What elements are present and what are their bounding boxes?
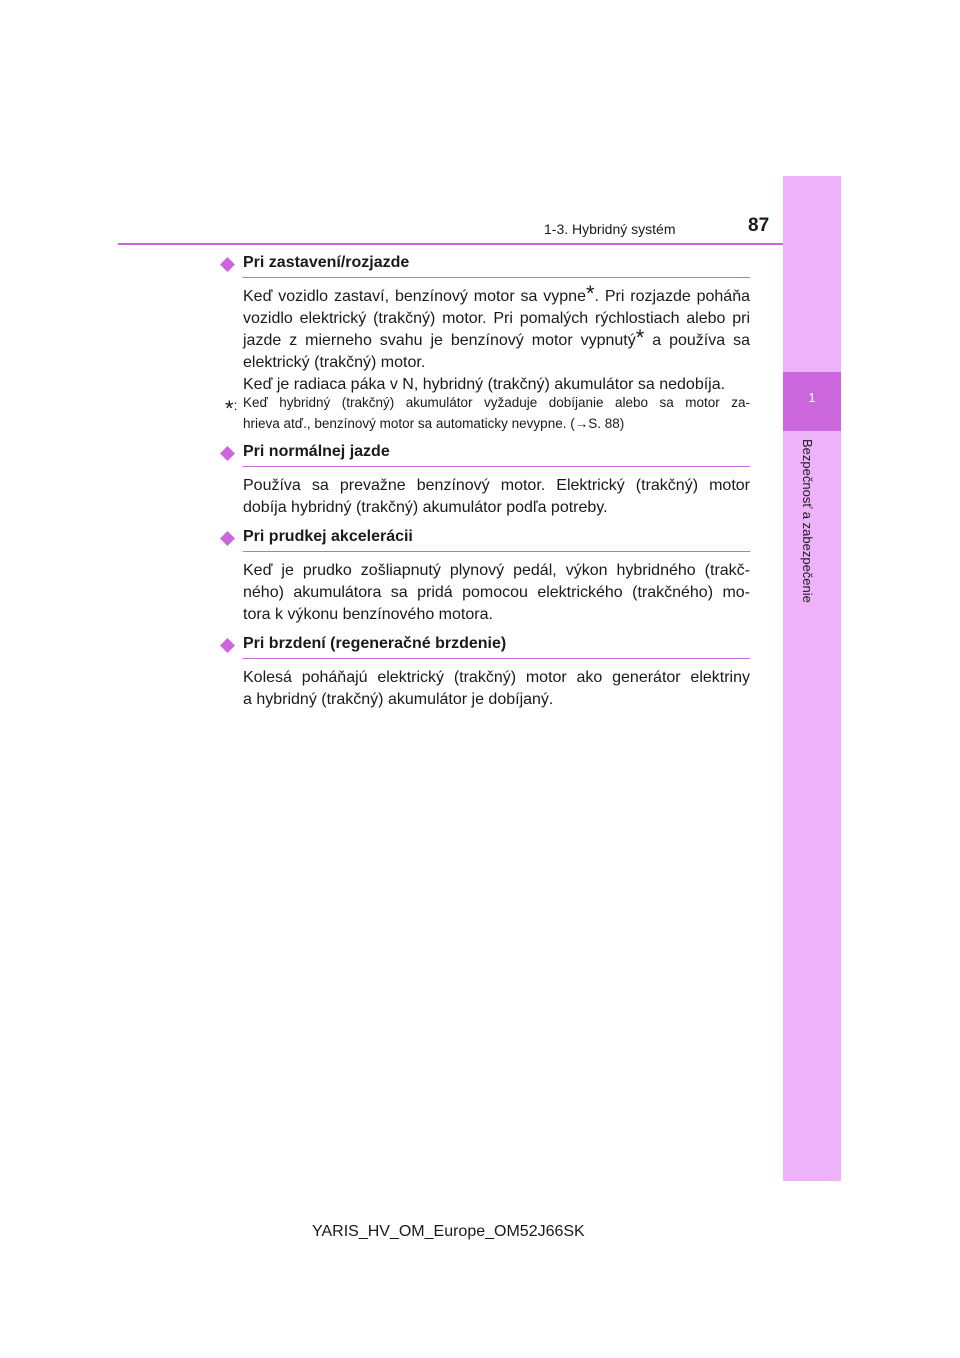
paragraph-line: a hybridný (trakčný) akumulátor je dobíjaný.: [243, 691, 554, 708]
page-number: 87: [748, 215, 770, 236]
footnote-asterisk: *: [635, 325, 645, 350]
diamond-bullet-icon: [220, 638, 235, 653]
footnote-text: [243, 392, 750, 434]
diamond-bullet-icon: [220, 531, 235, 546]
section-paragraph: [243, 281, 751, 396]
footnote-line: hrieva atď., benzínový motor sa automaticky nevypne. (→S. 88): [243, 416, 625, 431]
paragraph-line: jazde z mierneho svahu je benzínový motor vypnutý* a používa sa: [243, 325, 751, 350]
heading-rule: [243, 551, 750, 552]
chapter-side-tab: [783, 176, 841, 1181]
diamond-bullet-icon: [220, 446, 235, 461]
section-paragraph: [243, 560, 750, 626]
heading-rule: [243, 277, 750, 278]
heading-rule: [243, 658, 750, 659]
chapter-number: 1: [808, 390, 816, 405]
section-heading-text: Pri zastavení/rozjazde: [243, 254, 410, 271]
chapter-title: Bezpečnosť a zabezpečenie: [800, 439, 815, 603]
paragraph-line: Používa sa prevažne benzínový motor. Elektrický (trakčný) motor: [243, 477, 750, 494]
diamond-bullet-icon: [220, 257, 235, 272]
section-paragraph: [243, 667, 750, 711]
paragraph-line: Keď je prudko zošliapnutý plynový pedál, výkon hybridného (trakč-: [243, 562, 750, 579]
section-heading: [220, 528, 750, 554]
paragraph-line: ného) akumulátora sa pridá pomocou elektrického (trakčného) mo-: [243, 584, 750, 601]
paragraph-line: Kolesá poháňajú elektrický (trakčný) motor ako generátor elektriny: [243, 669, 750, 686]
document-id: YARIS_HV_OM_Europe_OM52J66SK: [312, 1223, 585, 1240]
section-heading: [220, 254, 750, 280]
heading-rule: [243, 466, 750, 467]
section-heading: [220, 443, 750, 469]
paragraph-line: dobíja hybridný (trakčný) akumulátor podľa potreby.: [243, 499, 608, 516]
paragraph-line: Keď vozidlo zastaví, benzínový motor sa vypne*. Pri rozjazde poháňa: [243, 281, 750, 306]
section-heading-text: Pri prudkej akcelerácii: [243, 528, 413, 545]
footnote-asterisk: *: [585, 281, 595, 306]
header-rule: [118, 243, 841, 245]
footnote-line: Keď hybridný (trakčný) akumulátor vyžaduje dobíjanie alebo sa motor za-: [243, 395, 750, 410]
paragraph-line: elektrický (trakčný) motor.: [243, 354, 426, 371]
header-section-title: 1-3. Hybridný systém: [544, 221, 676, 237]
section-heading-text: Pri normálnej jazde: [243, 443, 390, 460]
section-heading-text: Pri brzdení (regeneračné brzdenie): [243, 635, 507, 652]
section-paragraph: [243, 475, 750, 519]
paragraph-line: vozidlo elektrický (trakčný) motor. Pri pomalých rýchlostiach alebo pri: [243, 310, 750, 327]
paragraph-line: Keď je radiaca páka v N, hybridný (trakčný) akumulátor sa nedobíja.: [243, 376, 726, 393]
section-heading: [220, 635, 750, 661]
footnote-marker: *:: [225, 396, 238, 421]
paragraph-line: tora k výkonu benzínového motora.: [243, 606, 493, 623]
